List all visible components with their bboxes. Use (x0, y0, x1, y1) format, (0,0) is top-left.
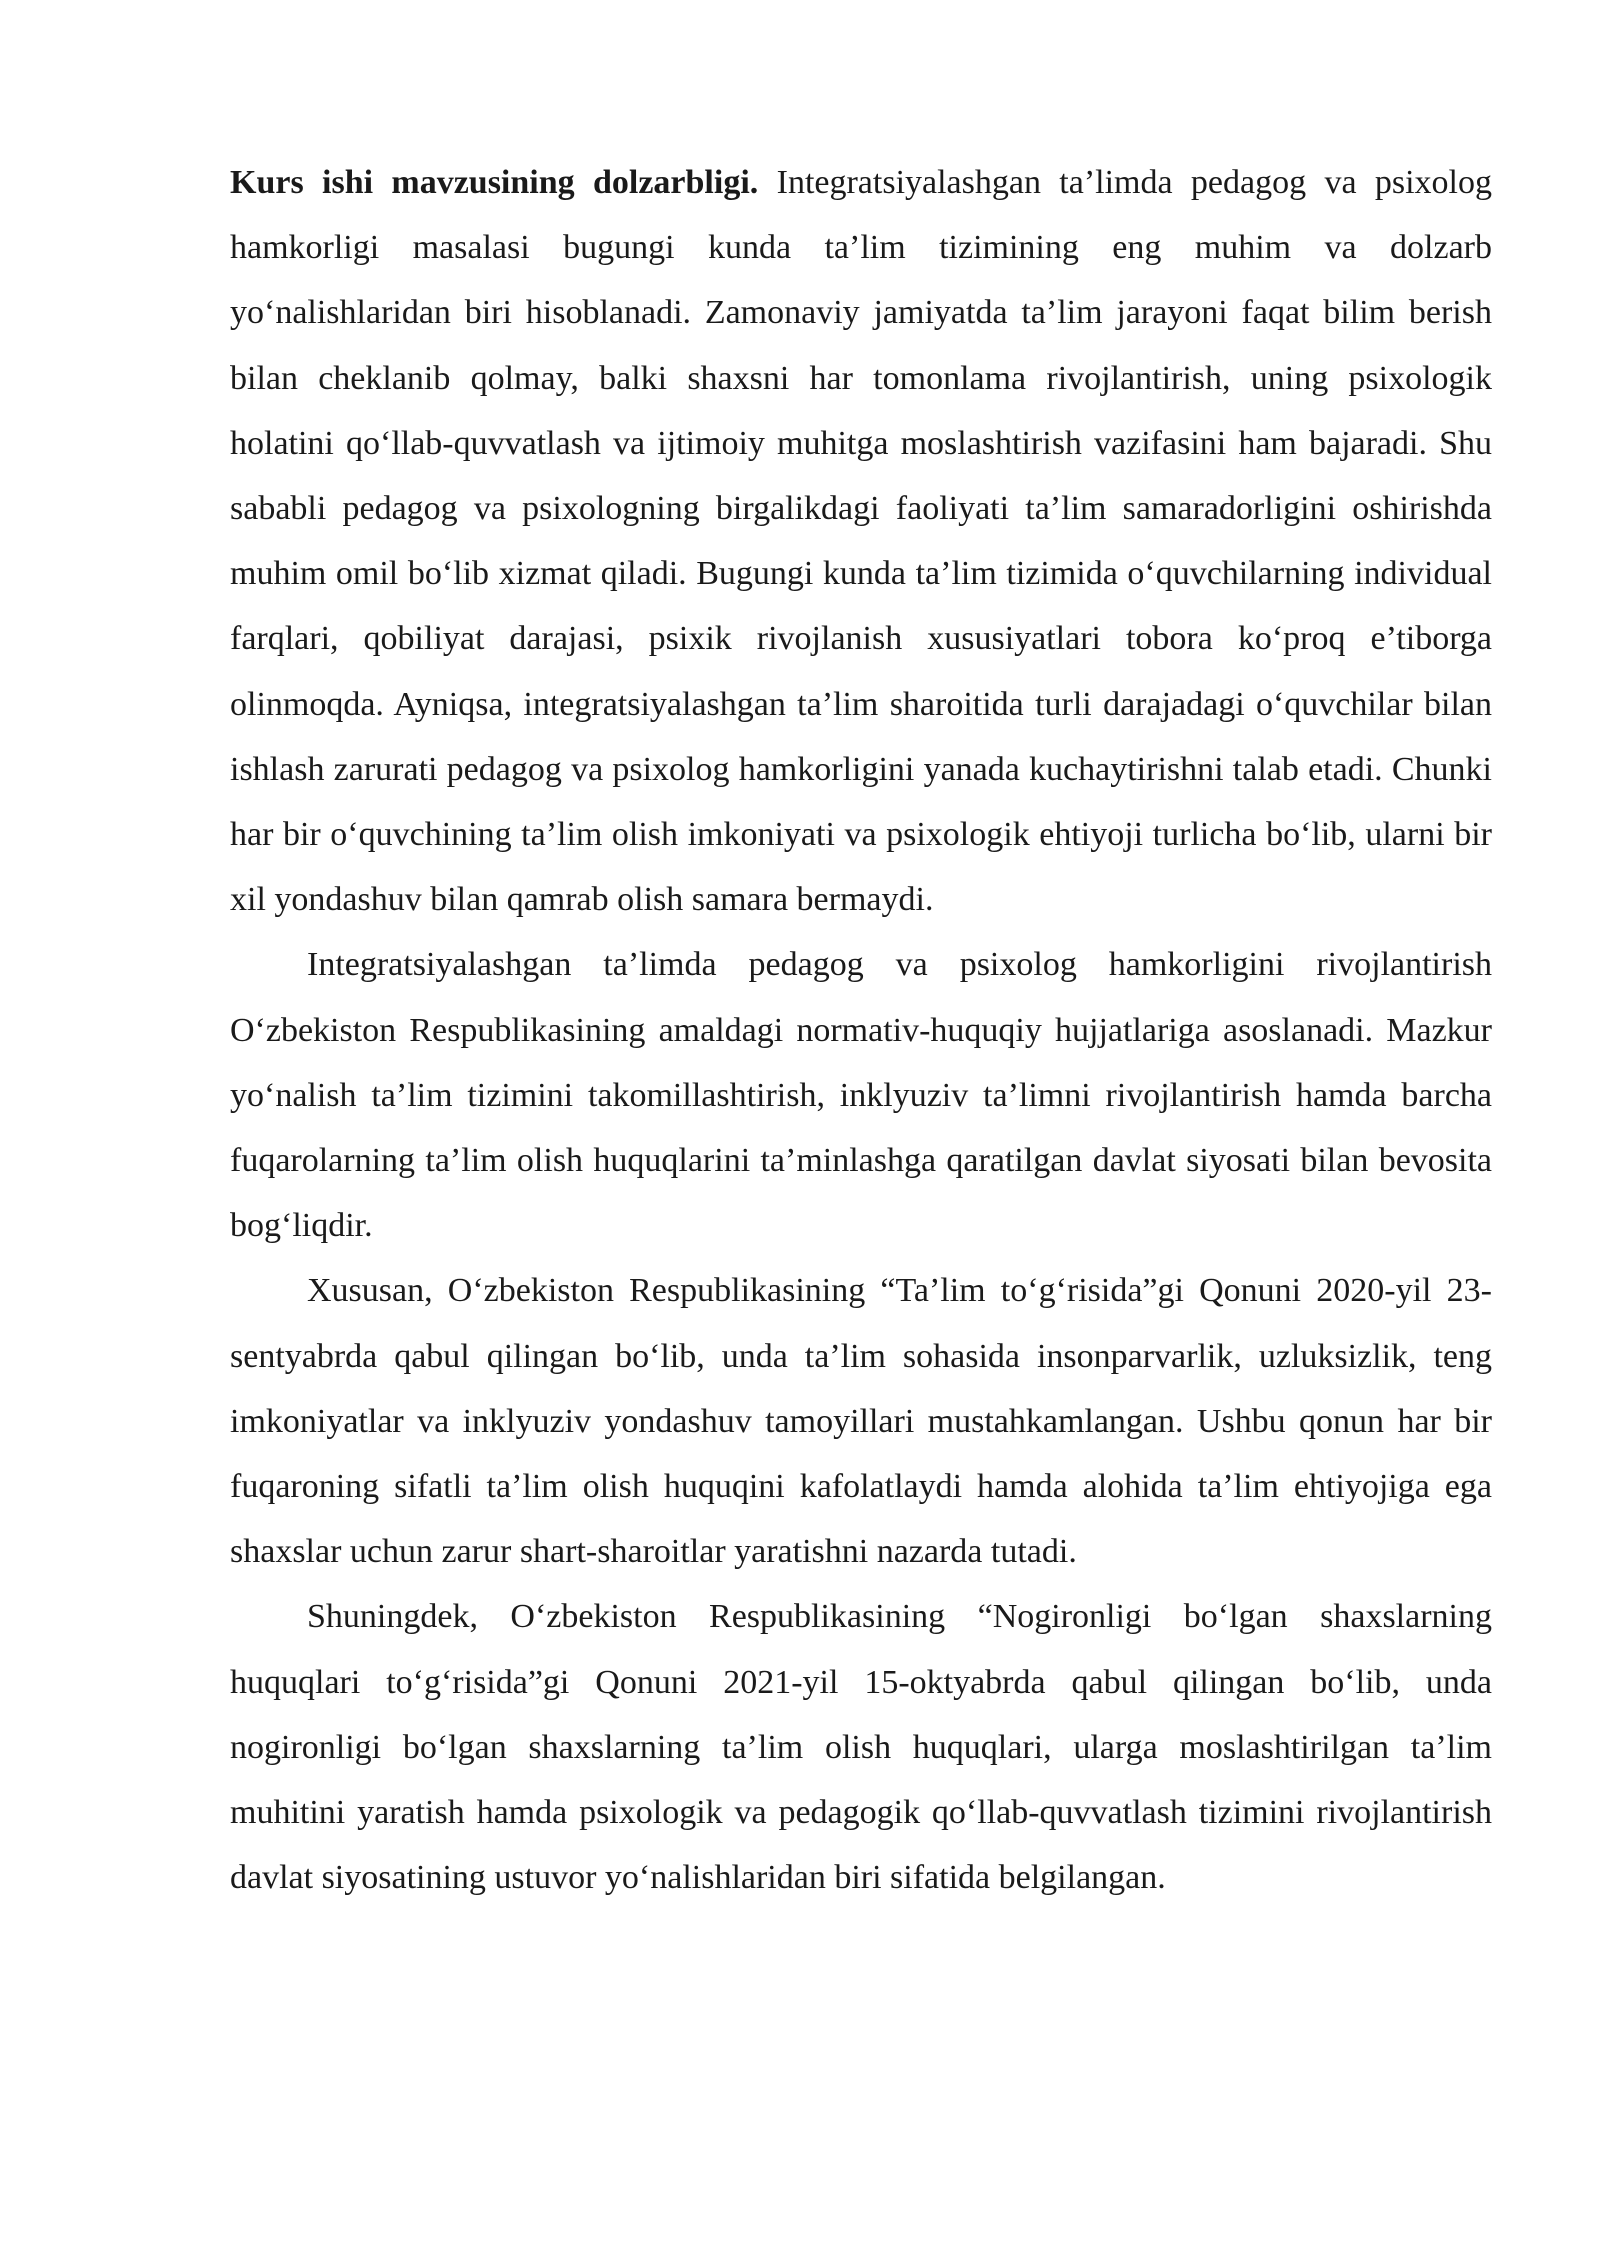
paragraph-relevance-text: Integratsiyalashgan ta’limda pedagog va psixolog hamkorligi masalasi bugungi kunda ta’lim tizimining eng muhim va dolzarb yo‘nalishlaridan biri hisoblanadi. Zamonaviy jamiyatda ta’lim jarayoni faqat bilim berish bilan cheklanib qolmay, balki shaxsni har tomonlama rivojlantirish, uning psixologik holatini qo‘llab-quvvatlash va ijtimoiy muhitga moslashtirish vazifasini ham bajaradi. Shu sababli pedagog va psixologning birgalikdagi faoliyati ta’lim samaradorligini oshirishda muhim omil bo‘lib xizmat qiladi. Bugungi kunda ta’lim tizimida o‘quvchilarning individual farqlari, qobiliyat darajasi, psixik rivojlanish xususiyatlari tobora ko‘proq e’tiborga olinmoqda. Ayniqsa, integratsiyalashgan ta’lim sharoitida turli darajadagi o‘quvchilar bilan ishlash zarurati pedagog va psixolog hamkorligini yanada kuchaytirishni talab etadi. Chunki har bir o‘quvchining ta’lim olish imkoniyati va psixologik ehtiyoji turlicha bo‘lib, ularni bir xil yondashuv bilan qamrab olish samara bermaydi. (230, 164, 1493, 919)
paragraph-education-law: Xususan, O‘zbekiston Respublikasining “Ta’lim to‘g‘risida”gi Qonuni 2020-yil 23-sentyabrda qabul qilingan bo‘lib, unda ta’lim sohasida insonparvarlik, uzluksizlik, teng imkoniyatlar va inklyuziv yondashuv tamoyillari mustahkamlangan. Ushbu qonun har bir fuqaroning sifatli ta’lim olish huquqini kafolatlaydi hamda alohida ta’lim ehtiyojiga ega shaxslar uchun zarur shart-sharoitlar yaratishni nazarda tutadi. (230, 1272, 1492, 1571)
lead-heading: Kurs ishi mavzusining dolzarbligi. (230, 164, 759, 201)
paragraph-normative-basis: Integratsiyalashgan ta’limda pedagog va psixolog hamkorligini rivojlantirish O‘zbekiston Respublikasining amaldagi normativ-huquqiy hujjatlariga asoslanadi. Mazkur yo‘nalish ta’lim tizimini takomillashtirish, inklyuziv ta’limni rivojlantirish hamda barcha fuqarolarning ta’lim olish huquqlarini ta’minlashga qaratilgan davlat siyosati bilan bevosita bog‘liqdir. (230, 946, 1492, 1245)
paragraph-disability-law: Shuningdek, O‘zbekiston Respublikasining “Nogironligi bo‘lgan shaxslarning huquqlari to‘g‘risida”gi Qonuni 2021-yil 15-oktyabrda qabul qilingan bo‘lib, unda nogironligi bo‘lgan shaxslarning ta’lim olish huquqlari, ularga moslashtirilgan ta’lim muhitini yaratish hamda psixologik va pedagogik qo‘llab-quvvatlash tizimini rivojlantirish davlat siyosatining ustuvor yo‘nalishlaridan biri sifatida belgilangan. (230, 1598, 1492, 1897)
document-body (230, 150, 1492, 1910)
paragraph-relevance (230, 150, 1492, 932)
